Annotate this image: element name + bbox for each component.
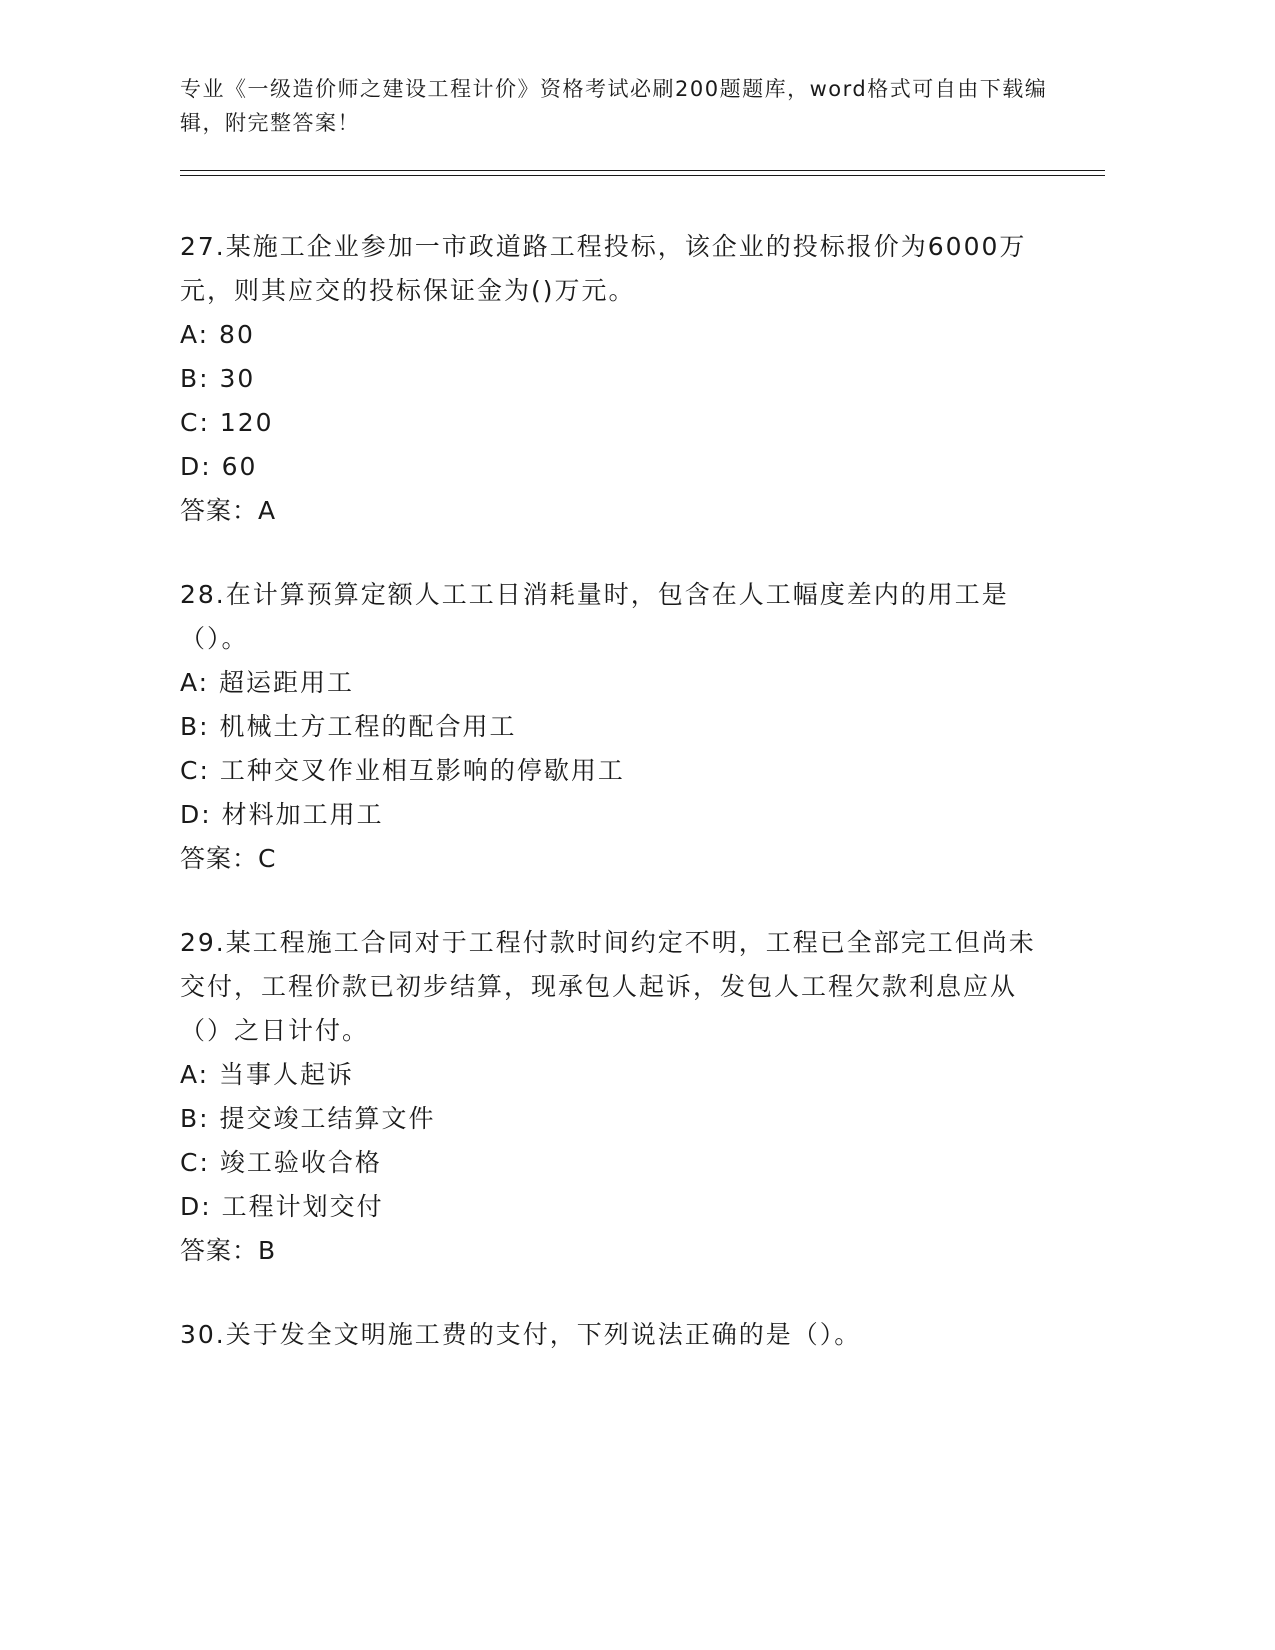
document-header: 专业《一级造价师之建设工程计价》资格考试必刷200题题库，word格式可自由下载编辑，附完整答案！	[180, 77, 1048, 135]
question-28	[180, 573, 1050, 881]
answer: 答案：C	[180, 844, 277, 873]
question-27	[180, 225, 1050, 533]
question-stem: 28.在计算预算定额人工工日消耗量时，包含在人工幅度差内的用工是（）。	[180, 580, 1009, 653]
option-a: A: 当事人起诉	[180, 1060, 355, 1089]
option-d: D: 60	[180, 452, 258, 481]
question-30	[180, 1313, 1050, 1357]
option-d: D: 工程计划交付	[180, 1192, 384, 1221]
answer: 答案：B	[180, 1236, 277, 1265]
option-b: B: 提交竣工结算文件	[180, 1104, 436, 1133]
question-stem: 29.某工程施工合同对于工程付款时间约定不明，工程已全部完工但尚未交付，工程价款已初步结算，现承包人起诉，发包人工程欠款利息应从（）之日计付。	[180, 928, 1036, 1045]
option-b: B: 30	[180, 364, 256, 393]
option-c: C: 竣工验收合格	[180, 1148, 382, 1177]
answer: 答案：A	[180, 496, 277, 525]
question-29	[180, 921, 1050, 1273]
option-a: A: 超运距用工	[180, 668, 355, 697]
question-stem: 27.某施工企业参加一市政道路工程投标，该企业的投标报价为6000万元，则其应交的投标保证金为()万元。	[180, 232, 1027, 305]
option-c: C: 工种交叉作业相互影响的停歇用工	[180, 756, 625, 785]
option-c: C: 120	[180, 408, 274, 437]
option-b: B: 机械土方工程的配合用工	[180, 712, 517, 741]
header-rule-top	[180, 170, 1105, 171]
question-stem: 30.关于发全文明施工费的支付，下列说法正确的是（）。	[180, 1320, 862, 1349]
option-d: D: 材料加工用工	[180, 800, 384, 829]
option-a: A: 80	[180, 320, 255, 349]
header-rule-bottom	[180, 175, 1105, 176]
